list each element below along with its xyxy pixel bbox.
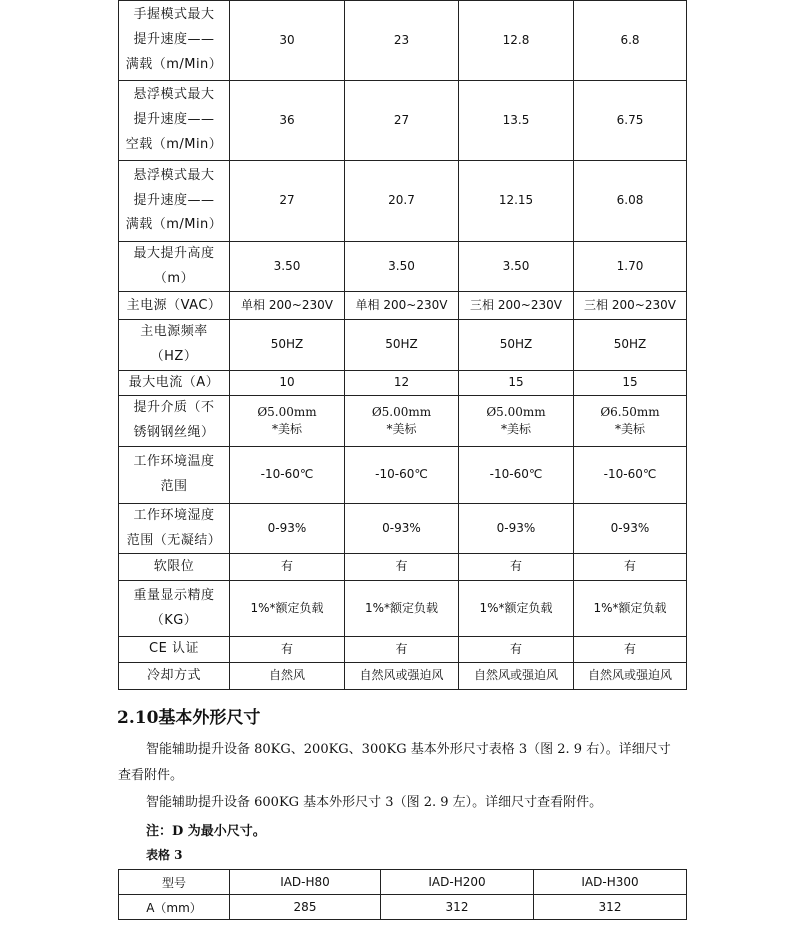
spec-row — [119, 396, 687, 446]
section-heading: 2.10基本外形尺寸 — [117, 708, 261, 728]
spec-row — [119, 320, 687, 370]
value-cell: -10-60℃ — [230, 446, 345, 503]
value-line: *美标 — [614, 422, 645, 437]
value-cell: 1%*额定负载 — [574, 581, 687, 637]
value-cell: 12.15 — [459, 161, 574, 242]
row-label-line: 手握模式最大 — [133, 7, 215, 23]
row-label-line: 重量显示精度 — [133, 588, 215, 603]
value-line: Ø5.00mm — [257, 404, 317, 419]
value-cell: 12.8 — [459, 1, 574, 81]
row-label-cell — [119, 396, 230, 446]
row-label-line: 空载（m/Min） — [125, 136, 223, 152]
value-cell: 6.8 — [574, 1, 687, 81]
row-label-cell — [119, 1, 230, 81]
value-cell: 50HZ — [459, 320, 574, 370]
value-cell: 0-93% — [459, 503, 574, 553]
value-cell: 6.08 — [574, 161, 687, 242]
row-label-cell — [119, 370, 230, 396]
value-cell: 312 — [534, 895, 687, 920]
value-cell: 15 — [459, 370, 574, 396]
value-cell: 36 — [230, 81, 345, 161]
value-line: *美标 — [500, 422, 531, 437]
row-label-line: 范围 — [160, 478, 188, 494]
value-line: Ø5.00mm — [371, 404, 432, 419]
header-cell: IAD-H200 — [381, 870, 534, 895]
row-label-line: 锈钢钢丝绳） — [133, 425, 215, 441]
spec-row — [119, 446, 687, 503]
value-cell: 20.7 — [345, 161, 459, 242]
row-label-line: 悬浮模式最大 — [133, 87, 215, 103]
spec-row — [119, 581, 687, 637]
value-cell: 有 — [574, 637, 687, 663]
value-cell: -10-60℃ — [345, 446, 459, 503]
value-cell: 0-93% — [230, 503, 345, 553]
row-label-line: （KG） — [150, 612, 198, 628]
paragraph-line: 智能辅助提升设备 600KG 基本外形尺寸 3（图 2. 9 左）。详细尺寸查看附件。 — [146, 795, 603, 810]
spec-row — [119, 370, 687, 396]
value-cell: 50HZ — [574, 320, 687, 370]
value-cell — [230, 396, 345, 446]
row-label-line: 提升介质（不 — [133, 400, 215, 416]
value-cell: 3.50 — [459, 242, 574, 292]
spec-row — [119, 662, 687, 689]
value-cell: 0-93% — [345, 503, 459, 553]
value-cell: -10-60℃ — [459, 446, 574, 503]
row-label-cell — [119, 503, 230, 553]
row-label-line: 工作环境湿度 — [133, 507, 215, 523]
value-cell: 1%*额定负载 — [345, 581, 459, 637]
value-cell: 13.5 — [459, 81, 574, 161]
value-cell: 三相 200~230V — [459, 292, 574, 320]
value-cell: 50HZ — [230, 320, 345, 370]
dimension-table — [118, 869, 687, 920]
spec-row — [119, 242, 687, 292]
value-cell: 23 — [345, 1, 459, 81]
value-cell: 3.50 — [345, 242, 459, 292]
row-label-line: 范围（无凝结） — [126, 532, 222, 548]
value-cell: 有 — [345, 637, 459, 663]
value-cell: 有 — [345, 554, 459, 581]
value-cell: 自然风或强迫风 — [345, 662, 459, 689]
value-cell: -10-60℃ — [574, 446, 687, 503]
value-line: *美标 — [386, 422, 417, 437]
row-label-cell — [119, 581, 230, 637]
dimension-header-row — [119, 870, 687, 895]
spec-table — [118, 0, 687, 690]
row-label-cell — [119, 554, 230, 581]
row-label-line: 主电源（VAC） — [126, 297, 222, 313]
spec-row — [119, 503, 687, 553]
row-label-line: （m） — [153, 270, 195, 286]
value-cell: 1%*额定负载 — [230, 581, 345, 637]
value-cell: 单相 200~230V — [230, 292, 345, 320]
spec-row — [119, 292, 687, 320]
spec-row — [119, 1, 687, 81]
paragraph-dimensions-small — [118, 737, 698, 789]
row-label-line: 满载（m/Min） — [125, 56, 223, 72]
table-caption: 表格 3 — [146, 848, 183, 862]
value-cell: 50HZ — [345, 320, 459, 370]
row-label-line: 软限位 — [153, 558, 195, 574]
paragraph-dimensions-600 — [118, 790, 698, 816]
value-cell: 12 — [345, 370, 459, 396]
row-label-cell — [119, 320, 230, 370]
row-label-line: 提升速度—— — [133, 32, 215, 48]
row-label-line: 提升速度—— — [133, 112, 215, 128]
value-cell: 27 — [230, 161, 345, 242]
value-cell: 10 — [230, 370, 345, 396]
value-cell: 自然风或强迫风 — [459, 662, 574, 689]
value-cell: 有 — [230, 554, 345, 581]
row-label-line: CE 认证 — [149, 641, 199, 657]
spec-row — [119, 161, 687, 242]
row-label-line: 提升速度—— — [133, 192, 215, 208]
value-cell — [574, 396, 687, 446]
value-cell: 自然风 — [230, 662, 345, 689]
spec-row — [119, 81, 687, 161]
header-cell: 型号 — [119, 870, 230, 895]
value-cell: 27 — [345, 81, 459, 161]
value-cell: 1.70 — [574, 242, 687, 292]
row-label-cell — [119, 161, 230, 242]
paragraph-line: 智能辅助提升设备 80KG、200KG、300KG 基本外形尺寸表格 3（图 2. 9 右）。详细尺寸 — [146, 742, 671, 757]
value-cell: 30 — [230, 1, 345, 81]
value-cell: 1%*额定负载 — [459, 581, 574, 637]
row-label-line: 最大提升高度 — [133, 246, 215, 261]
row-label-cell: A（mm） — [119, 895, 230, 920]
value-cell — [459, 396, 574, 446]
value-line: Ø5.00mm — [486, 404, 546, 419]
value-cell — [345, 396, 459, 446]
value-cell: 自然风或强迫风 — [574, 662, 687, 689]
row-label-line: 冷却方式 — [146, 667, 201, 683]
row-label-cell — [119, 81, 230, 161]
value-cell: 312 — [381, 895, 534, 920]
spec-row — [119, 554, 687, 581]
paragraph-line: 查看附件。 — [118, 768, 184, 783]
value-cell: 有 — [459, 554, 574, 581]
row-label-cell — [119, 637, 230, 663]
value-cell: 285 — [230, 895, 381, 920]
value-cell: 有 — [574, 554, 687, 581]
row-label-line: （HZ） — [150, 349, 198, 365]
row-label-cell — [119, 242, 230, 292]
row-label-line: 主电源频率 — [140, 324, 208, 340]
dimension-data-row — [119, 895, 687, 920]
row-label-line: 最大电流（A） — [128, 374, 220, 390]
value-cell: 15 — [574, 370, 687, 396]
value-cell: 6.75 — [574, 81, 687, 161]
value-cell: 3.50 — [230, 242, 345, 292]
header-cell: IAD-H80 — [230, 870, 381, 895]
value-cell: 有 — [459, 637, 574, 663]
row-label-line: 工作环境温度 — [133, 454, 215, 470]
value-line: *美标 — [271, 422, 302, 437]
row-label-line: 满载（m/Min） — [125, 217, 223, 233]
row-label-cell — [119, 292, 230, 320]
value-line: Ø6.50mm — [600, 404, 660, 419]
note: 注：D 为最小尺寸。 — [146, 824, 266, 839]
value-cell: 单相 200~230V — [345, 292, 459, 320]
row-label-line: 悬浮模式最大 — [133, 167, 215, 183]
row-label-cell — [119, 446, 230, 503]
header-cell: IAD-H300 — [534, 870, 687, 895]
spec-row — [119, 637, 687, 663]
value-cell: 有 — [230, 637, 345, 663]
row-label-cell — [119, 662, 230, 689]
value-cell: 三相 200~230V — [574, 292, 687, 320]
value-cell: 0-93% — [574, 503, 687, 553]
